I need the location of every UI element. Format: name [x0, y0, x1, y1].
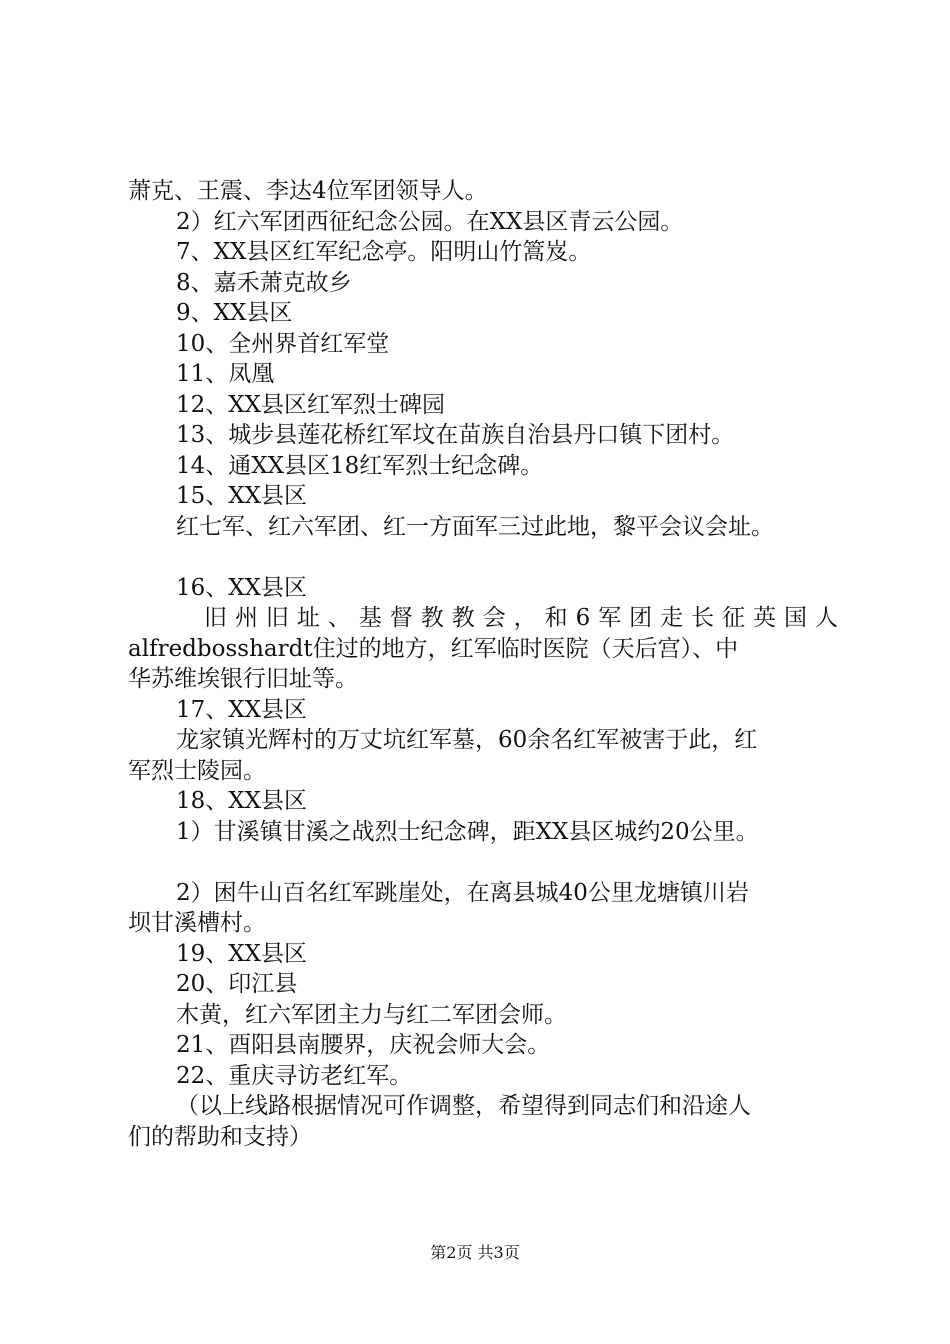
- list-item: 17、XX县区: [176, 696, 308, 723]
- list-item: 7、XX县区红军纪念亭。阳明山竹篙岌。: [176, 239, 592, 265]
- text-line: 2）困牛山百名红军跳崖处，在离县城40公里龙塘镇川岩: [176, 879, 749, 906]
- list-item: 18、XX县区: [176, 788, 308, 814]
- list-item: 13、城步县莲花桥红军坟在苗族自治县丹口镇下团村。: [176, 422, 735, 448]
- text-line: 们的帮助和支持）: [128, 1123, 312, 1150]
- text-line: （以上线路根据情况可作调整，希望得到同志们和沿途人: [176, 1093, 751, 1119]
- page-footer: 第2页 共3页: [430, 1243, 520, 1262]
- list-item: 11、凤凰: [176, 361, 275, 387]
- list-item: 12、XX县区红军烈士碑园: [176, 391, 446, 418]
- text-line: 军烈士陵园。: [128, 757, 266, 784]
- list-item: 19、XX县区: [176, 940, 308, 967]
- text-line: 坝甘溪槽村。: [128, 910, 266, 936]
- list-item: 21、酉阳县南腰界，庆祝会师大会。: [176, 1032, 551, 1058]
- document-body: [128, 176, 840, 1152]
- text-line: 龙家镇光辉村的万丈坑红军墓，60余名红军被害于此，红: [176, 727, 758, 753]
- list-item: 15、XX县区: [176, 483, 308, 509]
- text-line: 萧克、王震、李达4位军团领导人。: [128, 178, 488, 204]
- text-line: 木黄，红六军团主力与红二军团会师。: [176, 1001, 567, 1028]
- list-item: 22、重庆寻访老红军。: [176, 1062, 413, 1089]
- text-line: 华苏维埃银行旧址等。: [128, 666, 358, 692]
- list-item: 14、通XX县区18红军烈士纪念碑。: [176, 452, 544, 479]
- blank-line: [128, 847, 840, 878]
- blank-line: [128, 542, 840, 573]
- list-item: 8、嘉禾萧克故乡: [176, 269, 352, 296]
- list-item: 20、印江县: [176, 971, 298, 997]
- text-line: 红七军、红六军团、红一方面军三过此地，黎平会议会址。: [176, 513, 774, 540]
- list-item: 10、全州界首红军堂: [176, 330, 390, 357]
- text-line: 2）红六军团西征纪念公园。在XX县区青云公园。: [176, 208, 684, 235]
- list-item: 9、XX县区: [176, 300, 293, 326]
- text-line: alfredbosshardt住过的地方，红军临时医院（天后宫）、中: [128, 635, 739, 662]
- text-line: 旧州旧址、基督教教会，和6军团走长征英国人: [204, 605, 840, 631]
- list-item: 16、XX县区: [176, 574, 308, 601]
- text-line: 1）甘溪镇甘溪之战烈士纪念碑，距XX县区城约20公里。: [176, 818, 759, 845]
